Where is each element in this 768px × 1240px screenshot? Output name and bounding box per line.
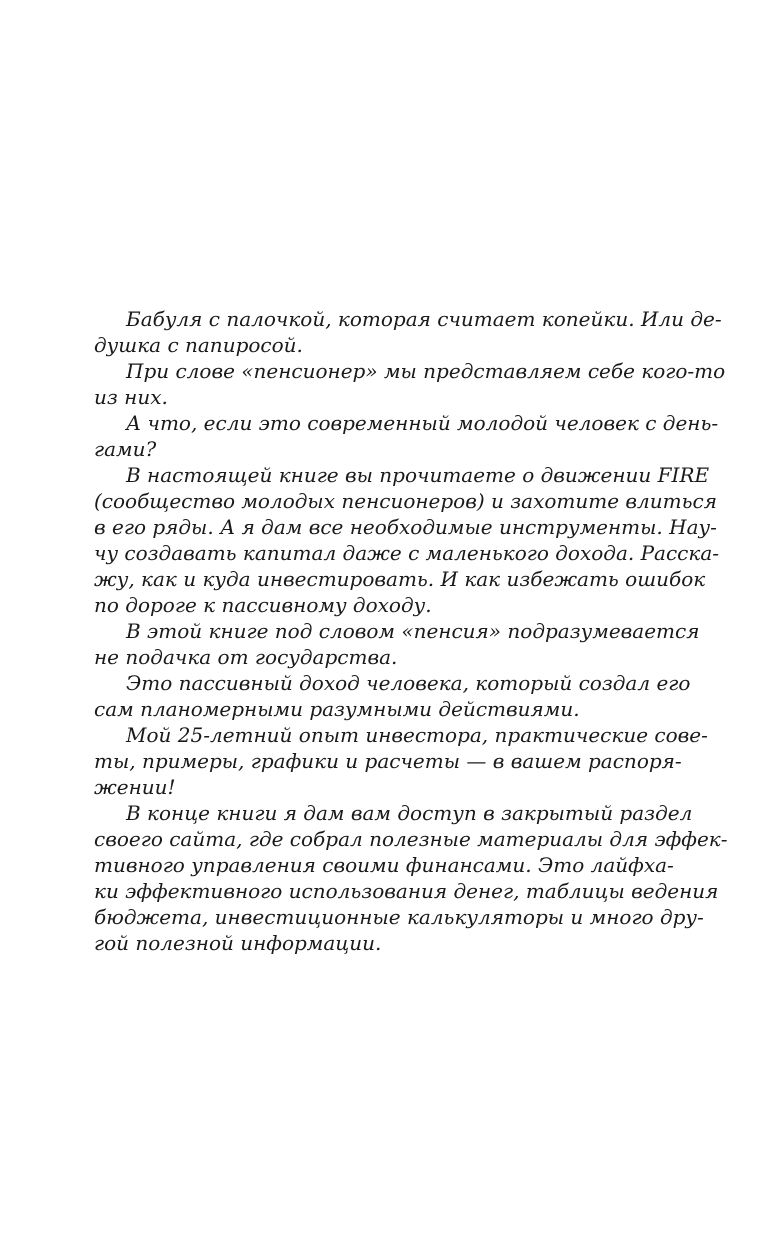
text-line: жу, как и куда инвестировать. И как избежать ошибок (94, 567, 706, 591)
text-line: В настоящей книге вы прочитаете о движении FIRE (126, 463, 710, 487)
text-line: по дороге к пассивному доходу. (94, 593, 432, 617)
text-line: Это пассивный доход человека, который создал его (126, 671, 691, 695)
text-line: сам планомерными разумными действиями. (94, 697, 580, 721)
text-line: гами? (94, 437, 157, 461)
text-line: В конце книги я дам вам доступ в закрытый раздел (126, 801, 693, 825)
text-line: Бабуля с палочкой, которая считает копейки. Или де- (126, 307, 722, 331)
text-line: А что, если это современный молодой человек с день- (126, 411, 719, 435)
text-line: в его ряды. А я дам все необходимые инструменты. Нау- (94, 515, 717, 539)
text-line: тивного управления своими финансами. Это лайфха- (94, 853, 674, 877)
text-line: В этой книге под словом «пенсия» подразумевается (126, 619, 700, 643)
text-line: жении! (94, 775, 176, 799)
text-line: ки эффективного использования денег, таблицы ведения (94, 879, 719, 903)
text-line: чу создавать капитал даже с маленького дохода. Расска- (94, 541, 720, 565)
text-line: Мой 25-летний опыт инвестора, практические сове- (126, 723, 708, 747)
text-line: ты, примеры, графики и расчеты — в вашем распоря- (94, 749, 682, 773)
body-text (94, 306, 728, 956)
text-line: из них. (94, 385, 168, 409)
text-line: бюджета, инвестиционные калькуляторы и много дру- (94, 905, 704, 929)
text-line: душка с папиросой. (94, 333, 303, 357)
text-line: При слове «пенсионер» мы представляем себе кого-то (126, 359, 726, 383)
text-line: гой полезной информации. (94, 931, 382, 955)
text-line: (сообщество молодых пенсионеров) и захотите влиться (94, 489, 717, 513)
text-line: своего сайта, где собрал полезные материалы для эффек- (94, 827, 728, 851)
text-line: не подачка от государства. (94, 645, 398, 669)
